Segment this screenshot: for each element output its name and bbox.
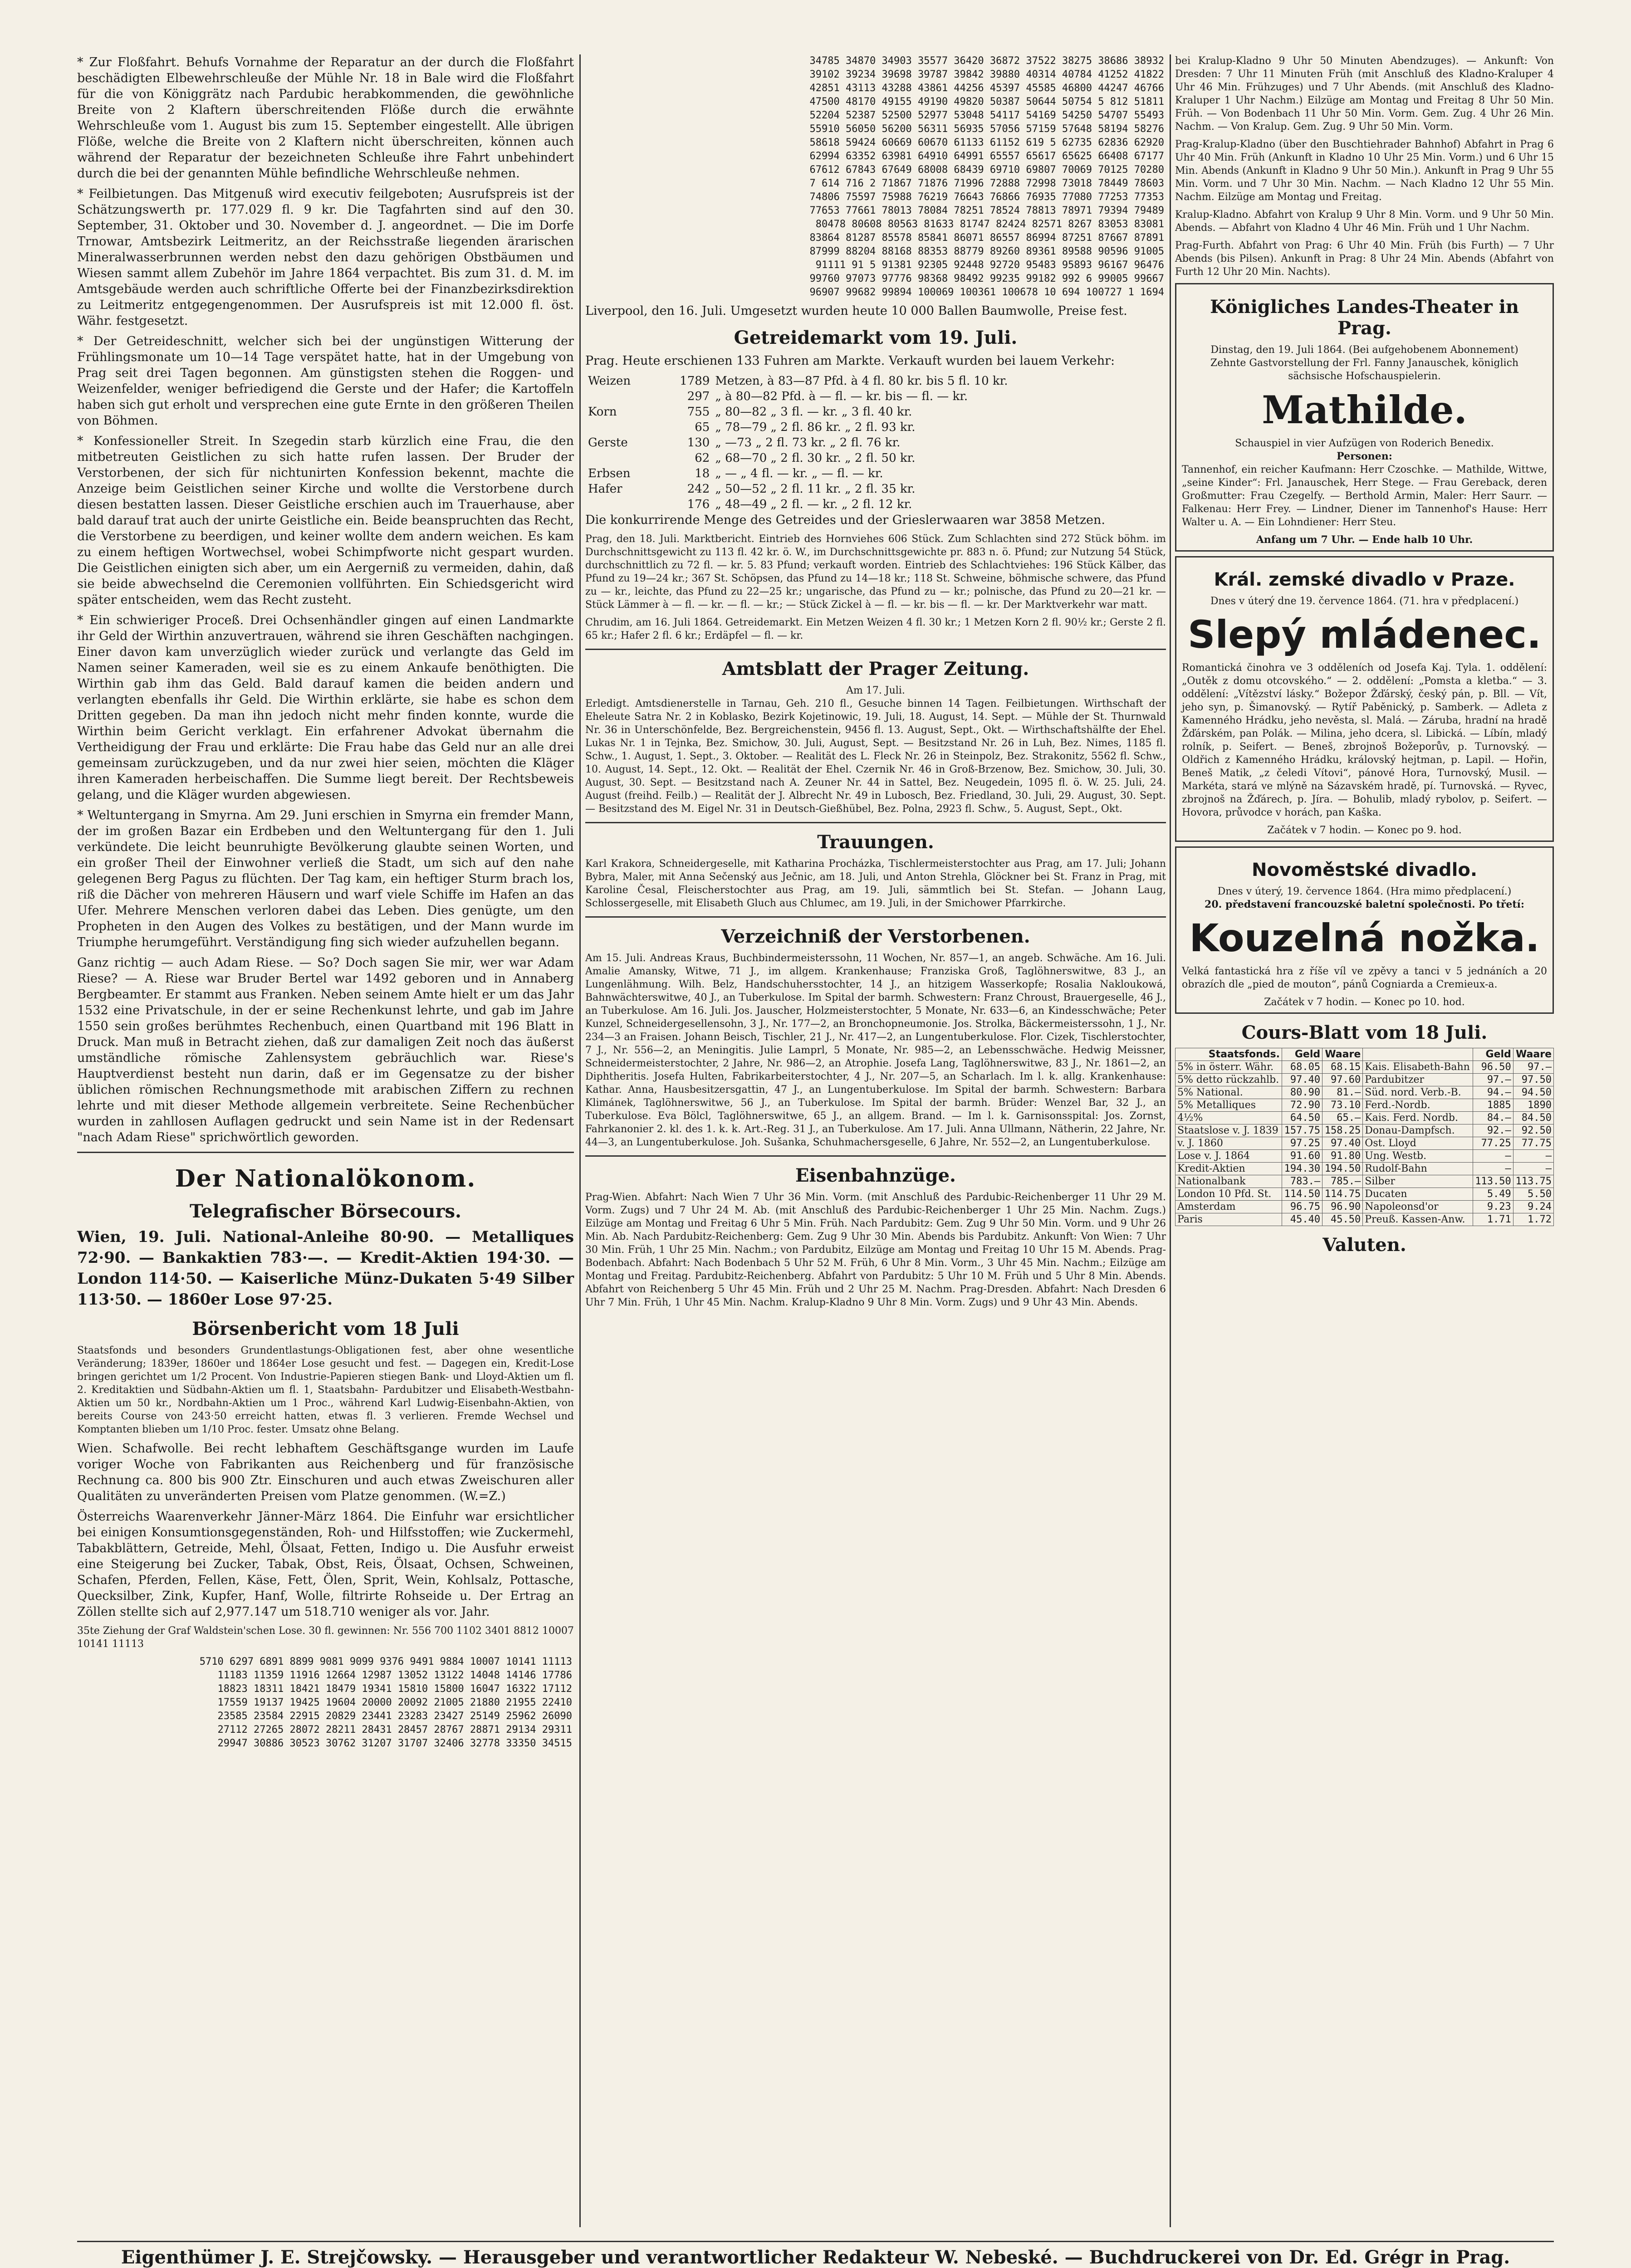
theatre-time: Anfang um 7 Uhr. — Ende halb 10 Uhr.: [1256, 534, 1473, 546]
chrudim-report: Chrudim, am 16. Juli 1864. Getreidemarkt. Ein Metzen Weizen 4 fl. 30 kr.; 1 Metzen Korn 2 fl. 90½ kr.; Gerste 2 fl. 65 kr.; Hafer 2 fl. 6 kr.; Erdäpfel — fl. — kr.: [585, 617, 1166, 641]
theatre-info: Zehnte Gastvorstellung der Frl. Fanny Janauschek, königlich sächsische Hofschauspielerin.: [1210, 357, 1519, 382]
table-row: Kredit-Aktien 194.30 194.50 Rudolf-Bahn — —: [1175, 1163, 1554, 1175]
theatre-body: Romantická činohra ve 3 odděleních od Josefa Kaj. Tyla. 1. oddělení: „Outěk z domu otcovského.“ — 2. oddělení: „Pomsta a kletba.“ — 3. oddělení: „Vítězství lásky.“ Božepor Žďárský, český pán, p. Bll. — Vít, jeho syn, p. Šimanovský. — Rytíř Paběnický, p. Samberk. — Adleta z Kamenného Hrádku, jeho nevěsta, sl. Malá. — Záruba, hradní na hradě Žďárském, pan Polák. — Milina, jeho dcera, sl. Libická. — Líbín, mladý rolník, p. Seifert. — Beneš, zbrojnoš Božeporův, p. Turnovský. — Oldřich z Kamenného Hrádku, královský hejtman, p. Lapil. — Hořin, Beneš Matik, „z čeledi Vítovi“, pánové Hora, Turnovský, Musil. — Markéta, stará ve mlýně na Sázavském hradě, pí. Turnovská. — Ryvec, zbrojnoš na Žďárech, p. Jíra. — Bohulib, mladý rybolov, p. Seifert. — Hovora, průvodce v horách, pan Kaška.: [1182, 662, 1547, 818]
kurs-table: [1175, 1048, 1554, 1226]
table-row: Hafer 242 „ 50—52 „ 2 fl. 11 kr. „ 2 fl. 35 kr.: [588, 482, 916, 496]
table-row: Staatslose v. J. 1839 157.75 158.25 Donau-Dampfsch. 92.— 92.50: [1175, 1124, 1554, 1137]
lottery-row: 42851 43113 43288 43861 44256 45397 45585 46800 44247 46766: [809, 83, 1164, 94]
getreidemarkt-heading: Getreidemarkt vom 19. Juli.: [734, 327, 1018, 348]
wool-report: Wien. Schafwolle. Bei recht lebhaftem Geschäftsgange wurden im Laufe voriger Woche von Fabrikanten aus Reichenberg und für französische Rechnung ca. 800 bis 900 Ztr. Einschuren und auch etwas Zweischuren aller Qualitäten zu unveränderten Preisen vom Platze genommen. (W.=Z.): [77, 1442, 574, 1503]
theatre-heading: Novoměstské divadlo.: [1251, 860, 1478, 880]
lottery-row: 34785 34870 34903 35577 36420 36872 37522 38275 38686 38932: [809, 55, 1164, 67]
divider: [585, 649, 1166, 650]
lottery-row: 58618 59424 60669 60670 61133 61152 619 5 62735 62836 62920: [809, 137, 1164, 148]
table-row: 176 „ 48—49 „ 2 fl. — kr. „ 2 fl. 12 kr.: [687, 498, 912, 511]
theatre-date: Dnes v úterý, 19. července 1864. (Hra mimo předplacení.): [1217, 886, 1512, 897]
trauungen-heading: Trauungen.: [817, 831, 934, 853]
table-row: v. J. 1860 97.25 97.40 Ost. Lloyd 77.25 77.75: [1175, 1137, 1554, 1150]
table-row: 5% detto rückzahlb. 97.40 97.60 Pardubitzer 97.— 97.50: [1175, 1074, 1554, 1086]
imprint-footer: Eigenthümer J. E. Strejčowsky. — Herausgeber und verantwortlicher Redakteur W. Nebeské. — Buchdruckerei von Dr. Ed. Grégr in Prag.: [77, 2241, 1554, 2268]
lottery-row: 52204 52387 52500 52977 53048 54117 54169 54250 54707 55493: [809, 110, 1164, 121]
getreidemarkt-intro: Prag. Heute erschienen 133 Fuhren am Markte. Verkauft wurden bei lauem Verkehr:: [585, 354, 1115, 368]
kurs-heading: Cours-Blatt vom 18 Juli.: [1241, 1022, 1488, 1043]
article-konfession: * Konfessioneller Streit. In Szegedin starb kürzlich eine Frau, die den mitbetreuten Geistlichen zu sich hatte rufen lassen. Der Bruder der Verstorbenen, der sich für nichtunirten Konfession bekennt, machte die Anzeige beim Geistlichen seiner Kirche und wollte die Verstorbene durch diesen bestatten lassen. Dieser Geistliche erschien auch im Trauerhause, aber bald darauf trat auch der unirte Geistliche ein. Beide beanspruchten das Recht, die Verstorbene zu beerdigen, und keiner wollte dem andern weichen. Es kam zu einem heftigen Wortwechsel, wobei Schimpfworte nicht gespart wurden. Die Geistlichen einigten sich aber, um ein Aergerniß zu vermeiden, dahin, daß sie beide abwechselnd die Ceremonien vollführten. Ein Schiedsgericht wird später entscheiden, wem das Recht zusteht.: [77, 434, 574, 607]
table-row: Korn 755 „ 80—82 „ 3 fl. — kr. „ 3 fl. 40 kr.: [588, 405, 912, 419]
table-row: London 10 Pfd. St. 114.50 114.75 Ducaten 5.49 5.50: [1175, 1188, 1554, 1201]
lottery-row: 29947 30886 30523 30762 31207 31707 32406 32778 33350 34515: [217, 1738, 572, 1749]
column-rule: [1170, 54, 1171, 2227]
article-feilbietungen: * Feilbietungen. Das Mitgenuß wird executiv feilgeboten; Ausrufspreis ist der Schätzungswerth pr. 177.029 fl. 9 kr. Die Tagfahrten sind auf den 30. September, 31. Oktober und 30. November d. J. angeordnet. — Die im Dorfe Trnowar, Amtsbezirk Leitmeritz, an der Reichsstraße liegenden ärarischen Mineralwasserbrunnen werden nebst den dazu gehörigen Obstbäumen und Wiesen sammt allem Zubehör im Jahre 1864 verpachtet. Bis zum 31. d. M. im Amtsgebäude werden auch schriftliche Offerte bei der Finanzbezirksdirektion zu Leitmeritz entgegengenommen. Der Ausrufspreis ist mit 12.000 fl. öst. Währ. festgesetzt.: [77, 187, 574, 328]
theatre-ad-kral: [1175, 556, 1554, 842]
divider: [77, 1152, 574, 1153]
column-rule: [579, 54, 581, 2227]
lottery-row: 62994 63352 63981 64910 64991 65557 65617 65625 66408 67177: [809, 151, 1164, 162]
table-row: 5% National. 80.90 81.— Süd. nord. Verb.-B. 94.— 94.50: [1175, 1086, 1554, 1099]
lottery-row: 11183 11359 11916 12664 12987 13052 13122 14048 14146 17786: [217, 1670, 572, 1681]
train-times-top: bei Kralup-Kladno 9 Uhr 50 Minuten Abendzuges). — Ankunft: Von Dresden: 7 Uhr 11 Minuten Früh (mit Anschluß des Kladno-Kraluper 4 Uhr 46 Min. Frühzuges) und 7 Uhr Abends. (mit Anschluß des Kladno-Kraluper 1 Uhr Nachm.) Eilzüge am Montag und Freitag 8 Uhr 50 Min. Früh. — Von Bodenbach 11 Uhr 50 Min. Vorm. Gem. Zug. 4 Uhr 26 Min. Nachm. — Von Kralup. Gem. Zug. 9 Uhr 50 Min. Vorm.: [1175, 55, 1554, 132]
train-prag-furth: Prag-Furth. Abfahrt von Prag: 6 Uhr 40 Min. Früh (bis Furth) — 7 Uhr Abends (bis Pilsen). Ankunft in Prag: 8 Uhr 24 Min. Abends (Abfahrt von Furth 12 Uhr 20 Min. Nachts).: [1175, 240, 1554, 278]
lottery-row: 7 614 716 2 71867 71876 71996 72888 72998 73018 78449 78603: [809, 178, 1164, 189]
lottery-row: 83864 81287 85578 85841 86071 86557 86994 87251 87667 87891: [809, 232, 1164, 244]
table-row: Weizen 1789 Metzen, à 83—87 Pfd. à 4 fl. 80 kr. bis 5 fl. 10 kr.: [588, 374, 1008, 388]
lottery-row: 55910 56050 56200 56311 56935 57056 57159 57648 58194 58276: [809, 123, 1164, 135]
theatre-persons: Tannenhof, ein reicher Kaufmann: Herr Czoschke. — Mathilde, Wittwe, „seine Kinder“: Frl. Janauschek, Herr Stege. — Frau Gereback, deren Großmutter: Frau Czegelfy. — Berthold Armin, Maler: Herr Saurr. — Falkenau: Herr Frey. — Lindner, Diener im Tannenhof's Hause: Herr Walter u. A. — Ein Lohndiener: Herr Steu.: [1182, 464, 1547, 528]
theatre-ad-novomestske: [1175, 846, 1554, 1014]
lottery-row: 67612 67843 67649 68008 68439 69710 69807 70069 70125 70280: [809, 164, 1164, 176]
lottery-row: 17559 19137 19425 19604 20000 20092 21005 21880 21955 22410: [217, 1697, 572, 1708]
table-row: Erbsen 18 „ — „ 4 fl. — kr. „ — fl. — kr.: [588, 467, 883, 480]
lottery-numbers: [77, 1655, 574, 1750]
telegraph-rates: Wien, 19. Juli. National-Anleihe 80·90. — Metalliques 72·90. — Bankaktien 783·—. — Kredit-Aktien 194·30. — London 114·50. — Kaiserliche Münz-Dukaten 5·49 Silber 113·50. — 1860er Lose 97·25.: [77, 1228, 574, 1309]
amtsblatt-date: Am 17. Juli.: [846, 685, 905, 696]
lottery-row: 91111 91 5 91381 92305 92448 92720 95483 95893 96167 96476: [815, 259, 1164, 271]
divider: [585, 822, 1166, 823]
lottery-row: 74806 75597 75988 76219 76643 76866 76935 77080 77253 77353: [809, 191, 1164, 203]
newspaper-page: [77, 54, 1554, 2268]
article-getreideschnitt: * Der Getreideschnitt, welcher sich bei der ungünstigen Witterung der Frühlingsmonate um 10—14 Tage verspätet hatte, hat in der Umgebung von Prag seit drei Tagen begonnen. Am günstigsten stehen die Roggen- und Weizenfelder, weniger befriedigend die Gerste und der Hafer; die Kartoffeln haben sich gut erholt und versprechen eine gute Ernte in den größeren Theilen von Böhmen.: [77, 334, 574, 428]
theatre-play-title: Slepý mládenec.: [1188, 612, 1541, 657]
train-prag-kralup: Prag-Kralup-Kladno (über den Buschtiehrader Bahnhof) Abfahrt in Prag 6 Uhr 40 Min. Früh (Ankunft in Kladno 10 Uhr 25 Min. Vorm.) und 6 Uhr 15 Min. Abends (Ankunft in Kladno 9 Uhr 50 Min.). Ankunft in Prag 9 Uhr 55 Min. Vorm. und 7 Uhr 30 Min. Nachm. — Nach Kladno 12 Uhr 55 Min. Nachm. Eilzüge am Montag und Freitag.: [1175, 139, 1554, 203]
lottery-row: 99760 97073 97776 98368 98492 99235 99182 992 6 99005 99667: [809, 273, 1164, 284]
lottery-row: 80478 80608 80563 81633 81747 82424 82571 8267 83053 83081: [815, 219, 1164, 230]
verstorbene-body: Am 15. Juli. Andreas Kraus, Buchbindermeisterssohn, 11 Wochen, Nr. 857—1, an angeb. Schwäche. Am 16. Juli. Amalie Amansky, Witwe, 71 J., im allgem. Krankenhause; Franziska Groß, Taglöhnerswitwe, 83 J., an Lungenlähmung. Wilh. Belz, Handschuhersstochter, 14 J., an hitzigem Wasserkopfe; Rosalia Nakloukowá, Bahnwächterswitwe, 40 J., an Tuberkulose. Im Spital der barmh. Schwestern: Franz Chroust, Brauergeselle, 46 J., an Tuberkulose. Am 16. Juli. Jos. Jauscher, Holzmeisterstochter, 5 Monate, Nr. 633—6, an Kindesschwäche; Peter Kunzel, Schneidergesellensohn, 3 J., Nr. 177—2, an Bronchopneumonie. Jos. Strolka, Bäckermeisterssohn, 1 J., Nr. 234—3 an Fraisen. Johann Beisch, Tischler, 21 J., Nr. 417—2, an Lungentuberkulose. Flor. Cizek, Tischlerstochter, 7 J., Nr. 556—2, an Meningitis. Julie Lamprl, 5 Monate, Nr. 985—2, an Lebensschwäche. Hedwig Meissner, Schneidermeisterstochter, 2 Jahre, Nr. 986—2, an Atrophie. Josefa Lang, Taglöhnerswitwe, 83 J., Nr. 1861—2, an Diphtheritis. Josefa Hulten, Fabrikarbeiterstochter, 4 J., Nr. 207—5, an Scharlach. Im l. k. allg. Krankenhause: Kathar. Anna, Hausbesitzersgattin, 47 J., an Lungentuberkulose. Im Spital der barmh. Schwestern: Barbara Klimánek, Taglöhnerswitwe, 56 J., an Tuberkulose. Im Spital der barmh. Brüder: Wenzel Bar, 32 J., an Tuberkulose. Eva Bölcl, Taglöhnerswitwe, 65 J., an allgem. Brand. — Im l. k. Garnisonsspital: Jos. Zornst, Fahrkanonier 2. kl. des 1. k. k. Art.-Reg. 31 J., an Tuberkulose. Am 17. Juli. Anna Ullmann, Nätherin, 22 Jahre, Nr. 44—3, an Lungentuberkulose. Joh. Sušanka, Schuhmachersgeselle, 6 Jahre, Nr. 552—2, an Lungentuberkulose.: [585, 953, 1166, 1148]
theatre-ad-koeniglich: [1175, 283, 1554, 552]
amtsblatt-heading: Amtsblatt der Prager Zeitung.: [722, 658, 1029, 679]
theatre-time: Začátek v 7 hodin. — Konec po 10. hod.: [1264, 997, 1465, 1008]
grain-table: [585, 373, 1166, 512]
theatre-persons-heading: Personen:: [1337, 450, 1392, 462]
lottery-row: 18823 18311 18421 18479 19341 15810 15800 16047 16322 17112: [217, 1683, 572, 1695]
article-flossfahrt: * Zur Floßfahrt. Behufs Vornahme der Reparatur an der durch die Floßfahrt beschädigten Elbewehrschleuße der Mühle Nr. 18 in Bale wird die Floßfahrt für die von Königgrätz nach Pardubic herabkommenden, die gewöhnliche Breite von 2 Klaftern überschreitenden Flöße durch die erwähnte Wehrschleuße vom 1. August bis zum 15. September eingestellt. Alle übrigen Flöße, welche die Breite von 2 Klaftern nicht überschreiten, können auch während der Reparatur der bezeichneten Schleuße ihre Fahrt unbehindert durch die bei der genannten Mühle befindliche Wehrschleuße nehmen.: [77, 55, 574, 181]
table-row: 5% Metalliques 72.90 73.10 Ferd.-Nordb. 1885 1890: [1175, 1099, 1554, 1112]
lottery-numbers-continued: [585, 54, 1166, 299]
getreide-total: Die konkurrirende Menge des Getreides und der Grieslerwaaren war 3858 Metzen.: [585, 513, 1106, 527]
theatre-heading: Král. zemské divadlo v Praze.: [1214, 569, 1515, 590]
telegraph-heading: Telegrafischer Börsecours.: [190, 1201, 461, 1222]
table-row: Amsterdam 96.75 96.90 Napoleonsd'or 9.23 9.24: [1175, 1201, 1554, 1213]
theatre-date: Dnes v úterý dne 19. července 1864. (71. hra v předplacení.): [1210, 596, 1519, 607]
table-row: Lose v. J. 1864 91.60 91.80 Ung. Westb. — —: [1175, 1150, 1554, 1163]
theatre-heading: Königliches Landes-Theater in Prag.: [1210, 296, 1519, 339]
article-process: * Ein schwieriger Proceß. Drei Ochsenhändler gingen auf einen Landmarkte ihr Geld der Wirthin anzuvertrauen, während sie ihren Geschäften nachgingen. Einer davon kam unverzüglich wieder zurück und verlangte das Geld im Namen seiner Kameraden, weil sie es zu einem Ankaufe benöthigten. Die Wirthin gab ihm das Geld. Bald darauf kamen die beiden andern und verlangten ebenfalls ihr Geld. Die Wirthin erklärte, sie habe es schon dem Dritten gegeben. Da man ihn jedoch nicht mehr finden konnte, wurde die Wirthin beim Gericht verklagt. Ein erfahrener Advokat übernahm die Vertheidigung der Frau und erklärte: Die Frau habe das Geld nur an alle drei gemeinsam zurückzugeben, und da nur zwei hier seien, möchten die Kläger ihren Kameraden herbeischaffen. Die Summe liegt bereit. Der Rechtsbeweis gelang, und die Kläger wurden abgewiesen.: [77, 613, 574, 802]
theatre-play-title: Kouzelná nožka.: [1189, 916, 1540, 960]
divider: [585, 916, 1166, 918]
lottery-row: 5710 6297 6891 8899 9081 9099 9376 9491 9884 10007 10141 11113: [199, 1656, 572, 1667]
lottery-row: 39102 39234 39698 39787 39842 39880 40314 40784 41252 41822: [809, 69, 1164, 80]
trade-report: Österreichs Waarenverkehr Jänner-März 1864. Die Einfuhr war ersichtlicher bei einigen Konsumtionsgegenständen, Roh- und Hilfsstoffen; wie Zuckermehl, Tabakblättern, Getreide, Mehl, Ölsaat, Fetten, Indigo u. Die Ausfuhr erweist eine Steigerung bei Zucker, Tabak, Obst, Reis, Ölsaat, Ochsen, Schweinen, Schafen, Pferden, Fellen, Käse, Fett, Ölen, Sprit, Wein, Kohlsalz, Pottasche, Quecksilber, Zink, Kupfer, Hanf, Wolle, filtrirte Rohseide u. Der Ertrag an Zöllen stellte sich auf 2,977.147 um 518.710 weniger als vor. Jahr.: [77, 1510, 574, 1619]
article-adam-riese: Ganz richtig — auch Adam Riese. — So? Doch sagen Sie mir, wer war Adam Riese? — A. Riese war Bruder Bertel war 1492 geboren und in Annaberg Bergbeamter. Er stammt aus Franken. Neben seinem Amte hielt er um das Jahr 1532 eine Privatschule, in der er seine Rechenkunst lehrte, und gab im Jahre 1550 sein großes berühmtes Rechenbuch, einen Quartband mit 196 Blatt in Druck. Man muß in Betracht ziehen, daß zur damaligen Zeit noch das äußerst umständliche römische Zahlensystem gebräuchlich war. Riese's Hauptverdienst besteht nun darin, daß er im Gegensatze zu der bisher üblichen römischen Rechnungsmethode mit arabischen Ziffern zu rechnen lehrte und mit dieser Methode allgemein verbreitete. Seine Rechenbücher wurden in zahllosen Auflagen gedruckt und sein Name ist in der Redensart "nach Adam Riese" sprichwörtlich geworden.: [77, 956, 574, 1144]
boersen-heading: Börsenbericht vom 18 Juli: [192, 1318, 459, 1339]
lottery-row: 96907 99682 99894 100069 100361 100678 10 694 100727 1 1694: [809, 287, 1164, 298]
lottery-row: 77653 77661 78013 78084 78251 78524 78813 78971 79394 79489: [809, 205, 1164, 216]
column-left: [77, 54, 574, 1750]
theatre-play-title: Mathilde.: [1262, 387, 1467, 432]
theatre-info: 20. představení francouzské baletní společnosti. Po třetí:: [1205, 899, 1524, 910]
eisenbahn-body: Prag-Wien. Abfahrt: Nach Wien 7 Uhr 36 Min. Vorm. (mit Anschluß des Pardubic-Reichenberger 11 Uhr 29 M. Vorm. Zugs) und 7 Uhr 24 M. Ab. (mit Anschluß des Pardubic-Reichenberger 1 Uhr 25 Min. Nachm. Zugs.) Eilzüge am Montag und Freitag 6 Uhr 5 Min. Früh. Nach Pardubitz: Gem. Zug 9 Uhr 50 Min. Vorm. und 9 Uhr 26 Min. Ab. Nach Pardubitz-Reichenberg: Gem. Zug 9 Uhr 30 Min. Abends bis Pardubitz. Ankunft: Von Wien: 7 Uhr 30 Min. Früh, 1 Uhr 25 Min. Nachm.; von Pardubitz, Eilzüge am Montag und Freitag 10 Uhr 15 M. Abends. Prag-Bodenbach. Abfahrt: Nach Bodenbach 5 Uhr 52 M. Früh, 6 Uhr 8 Min. Vorm., 3 Uhr 45 Min. Nachm.; Eilzüge am Montag und Freitag. Pardubitz-Reichenberg. Abfahrt von Pardubitz: 5 Uhr 10 M. Früh und 5 Uhr 8 Min. Abends. Abfahrt von Reichenberg 5 Uhr 45 Min. Früh und 2 Uhr 25 M. Nachm. Prag-Dresden. Abfahrt: Nach Dresden 6 Uhr 7 Min. Früh, 1 Uhr 45 Min. Nachm. Kralup-Kladno 9 Uhr 8 Min. Vorm. Zugs) und 9 Uhr 43 Min. Abends.: [585, 1192, 1166, 1308]
table-row: Nationalbank 783.— 785.— Silber 113.50 113.75: [1175, 1175, 1554, 1188]
table-row: 65 „ 78—79 „ 2 fl. 86 kr. „ 2 fl. 93 kr.: [695, 420, 916, 434]
verstorbene-heading: Verzeichniß der Verstorbenen.: [721, 926, 1030, 947]
table-row: 5% in österr. Währ. 68.05 68.15 Kais. Elisabeth-Bahn 96.50 97.—: [1175, 1061, 1554, 1074]
lottery-row: 47500 48170 49155 49190 49820 50387 50644 50754 5 812 51811: [809, 96, 1164, 108]
divider: [585, 1155, 1166, 1157]
theatre-subtitle: Schauspiel in vier Aufzügen von Roderich Benedix.: [1235, 438, 1494, 449]
theatre-date: Dinstag, den 19. Juli 1864. (Bei aufgehobenem Abonnement): [1210, 344, 1518, 356]
lottery-row: 27112 27265 28072 28211 28431 28457 28767 28871 29134 29311: [217, 1724, 572, 1735]
boersen-report: Staatsfonds und besonders Grundentlastungs-Obligationen fest, aber ohne wesentliche Veränderung; 1839er, 1860er und 1864er Lose gesucht und fest. — Dagegen ein, Kredit-Lose bringen gerichtet um 1/2 Procent. Von Industrie-Papieren stiegen Bank- und Lloyd-Aktien um fl. 2. Kreditaktien und Südbahn-Aktien um fl. 1, Staatsbahn- Pardubitzer und Elisabeth-Westbahn-Aktien um 50 kr., Nordbahn-Aktien um 1 Proc., während Karl Ludwig-Eisenbahn-Aktien, von bereits Course von 243·50 erreicht hatten, etwas fl. 3 verlieren. Fremde Wechsel und Komptanten blieben um 1/10 Proc. fester. Umsatz ohne Belang.: [77, 1345, 574, 1435]
trauungen-body: Karl Krakora, Schneidergeselle, mit Katharina Procházka, Tischlermeisterstochter aus Prag, am 17. Juli; Johann Bybra, Maler, mit Anna Sečenský aus Ječnic, am 18. Juli, und Anton Strehla, Glöckner bei St. Franz in Prag, mit Karoline Česal, Fleischerstochter aus Prag, am 19. Juli, sämmtlich bei St. Stefan. — Johann Laug, Schlossergeselle, mit Elisabeth Gluch aus Chlumec, am 19. Juli, in der Smichower Pfarrkirche.: [585, 858, 1166, 909]
lottery-heading: 35te Ziehung der Graf Waldstein'schen Lose. 30 fl. gewinnen: Nr. 556 700 1102 3401 8812 10007 10141 11113: [77, 1625, 574, 1650]
lottery-row: 23585 23584 22915 20829 23441 23283 23427 25149 25962 26090: [217, 1711, 572, 1722]
valuten-heading: Valuten.: [1322, 1234, 1406, 1256]
table-row: 297 „ à 80—82 Pfd. à — fl. — kr. bis — fl. — kr.: [687, 390, 968, 403]
table-row: Gerste 130 „ —73 „ 2 fl. 73 kr. „ 2 fl. 76 kr.: [588, 436, 901, 450]
section-title-nationaloekonom: Der Nationalökonom.: [175, 1165, 476, 1193]
eisenbahn-heading: Eisenbahnzüge.: [795, 1165, 956, 1186]
column-right: [1175, 54, 1554, 1260]
table-row: Paris 45.40 45.50 Preuß. Kassen-Anw. 1.71 1.72: [1175, 1213, 1554, 1226]
vieh-marktbericht: Prag, den 18. Juli. Marktbericht. Eintrieb des Hornviehes 606 Stück. Zum Schlachten sind 272 Stück böhm. im Durchschnittsgewicht zu 113 fl. 42 kr. ö. W., im Durchschnittsgewichte pr. 883 n. ö. Pfund; zur Nutzung 54 Stück, durchschnittlich zu 72 fl. — kr. 5. 83 Pfund; verkauft worden. Eintrieb des Schlachtviehes: 196 Stück Kälber, das Pfund zu 19—24 kr.; 367 St. Schöpsen, das Pfund zu 14—18 kr.; 118 St. Schweine, böhmische schwere, das Pfund zu — kr., leichte, das Pfund zu 22—25 kr.; ungarische, das Pfund zu — kr.; polnische, das Pfund zu 20—21 kr. — Stück Lämmer à — fl. — kr. — fl. — kr.; — Stück Zickel à — fl. — kr. bis — fl. — kr. Der Marktverkehr war matt.: [585, 533, 1166, 611]
lottery-row: 87999 88204 88168 88353 88779 89260 89361 89588 90596 91005: [809, 246, 1164, 257]
liverpool-report: Liverpool, den 16. Juli. Umgesetzt wurden heute 10 000 Ballen Baumwolle, Preise fest.: [585, 304, 1127, 318]
article-smyrna: * Weltuntergang in Smyrna. Am 29. Juni erschien in Smyrna ein fremder Mann, der im großen Bazar ein Erdbeben und den Weltuntergang für den 1. Juli verkündete. Die leicht beunruhigte Bevölkerung glaubte seinen Worten, und ein großer Theil der Einwohner verließ die Stadt, um sich auf den nahe gelegenen Berg Pagus zu flüchten. Der Tag kam, ein heftiger Sturm brach los, riß die Dächer von mehreren Häusern und warf viele Schiffe im Hafen an das Ufer. Mehrere Menschen verloren dabei das Leben. Dies genügte, um den Propheten in den Augen des Volkes zu bestätigen, und der Mann wurde im Triumphe herumgeführt. Verständigung fing sich wieder aufzuhellen begann.: [77, 808, 574, 949]
table-row: 4½% 64.50 65.— Kais. Ferd. Nordb. 84.— 84.50: [1175, 1112, 1554, 1124]
table-header: Staatsfonds. Geld Waare Geld Waare: [1175, 1048, 1554, 1061]
amtsblatt-body: Erledigt. Amtsdienerstelle in Tarnau, Geh. 210 fl., Gesuche binnen 14 Tagen. Feilbietungen. Wirthschaft der Eheleute Satra Nr. 2 in Koblasko, Bezirk Kojetinowic, 19. Juli, 18. August, 14. Sept. — Mühle der St. Thurnwald Nr. 36 in Unterschönfelde, Bez. Bergreichenstein, 9456 fl. 13. August, Sept., Okt. — Wirthschaftshälfte der Ehel. Lukas Nr. 1 in Tejnka, Bez. Smichow, 30. Juli, August, Sept. — Besitzstand Nr. 26 in Luh, Bez. Nimes, 1185 fl. Schw., 1. August, 1. Sept., 3. Oktober. — Realität des L. Fleck Nr. 26 in Steinpolz, Bez. Strakonitz, 5562 fl. Schw., 10. August, 14. Sept., 12. Okt. — Realität der Ehel. Czernik Nr. 46 in Groß-Brzenow, Bez. Smichow, 30. Juli, 30. August, 30. Sept. — Besitzstand nach A. Zeuner Nr. 44 in Sattel, Bez. Neugedein, 1095 fl. ö. W. 25. Juli, 24. August (freihd. Feilb.) — Realität der J. Albrecht Nr. 49 in Lubosch, Bez. Friedland, 30. Juli, 29. August, 30. Sept. — Besitzstand des M. Eigel Nr. 31 in Deutsch-Gießhübel, Bez. Polna, 2923 fl. Schw., 5. August, Sept., Okt.: [585, 698, 1166, 815]
train-kralup-kladno: Kralup-Kladno. Abfahrt von Kralup 9 Uhr 8 Min. Vorm. und 9 Uhr 50 Min. Abends. — Abfahrt von Kladno 4 Uhr 46 Min. Früh und 1 Uhr Nachm.: [1175, 209, 1554, 234]
theatre-time: Začátek v 7 hodin. — Konec po 9. hod.: [1267, 825, 1462, 836]
table-row: 62 „ 68—70 „ 2 fl. 30 kr. „ 2 fl. 50 kr.: [695, 451, 916, 465]
column-middle: [585, 54, 1166, 1314]
theatre-body: Velká fantastická hra z říše víl ve zpěvy a tanci v 5 jednáních a 20 obrazích dle „pied de mouton“, pánů Cogniarda a Cremieux-a.: [1182, 966, 1547, 990]
